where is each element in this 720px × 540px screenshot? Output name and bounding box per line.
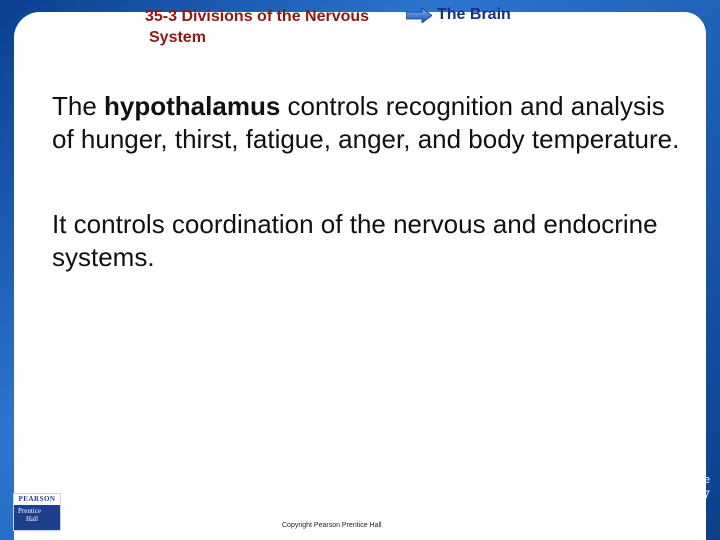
p1-text-post: controls recognition and analysis of hunger, thirst, fatigue, anger, and body temperature. [52,91,680,154]
logo-line2: Hall [26,515,39,523]
paragraph-hypothalamus [52,90,692,156]
section-title [145,6,369,48]
topic-title: The Brain [437,6,511,23]
arrow-right-icon [406,8,432,23]
copyright-text: Copyright Pearson Prentice Hall [282,522,382,529]
logo-imprint [14,505,60,523]
paragraph-coordination: It controls coordination of the nervous and endocrine systems. [52,209,658,272]
logo-line1: Prentice [18,507,41,515]
logo-top-text: PEARSON [14,494,60,505]
slide-count: 19 of 37 [670,489,710,501]
slide-label: Slide [685,474,710,486]
section-title-line2: System [149,29,206,46]
p1-text-pre: The [52,91,105,121]
section-title-line1: 35-3 Divisions of the Nervous [145,8,370,25]
slide-number [650,473,710,503]
publisher-logo [13,493,61,531]
p1-term-bold: hypothalamus [104,91,281,121]
